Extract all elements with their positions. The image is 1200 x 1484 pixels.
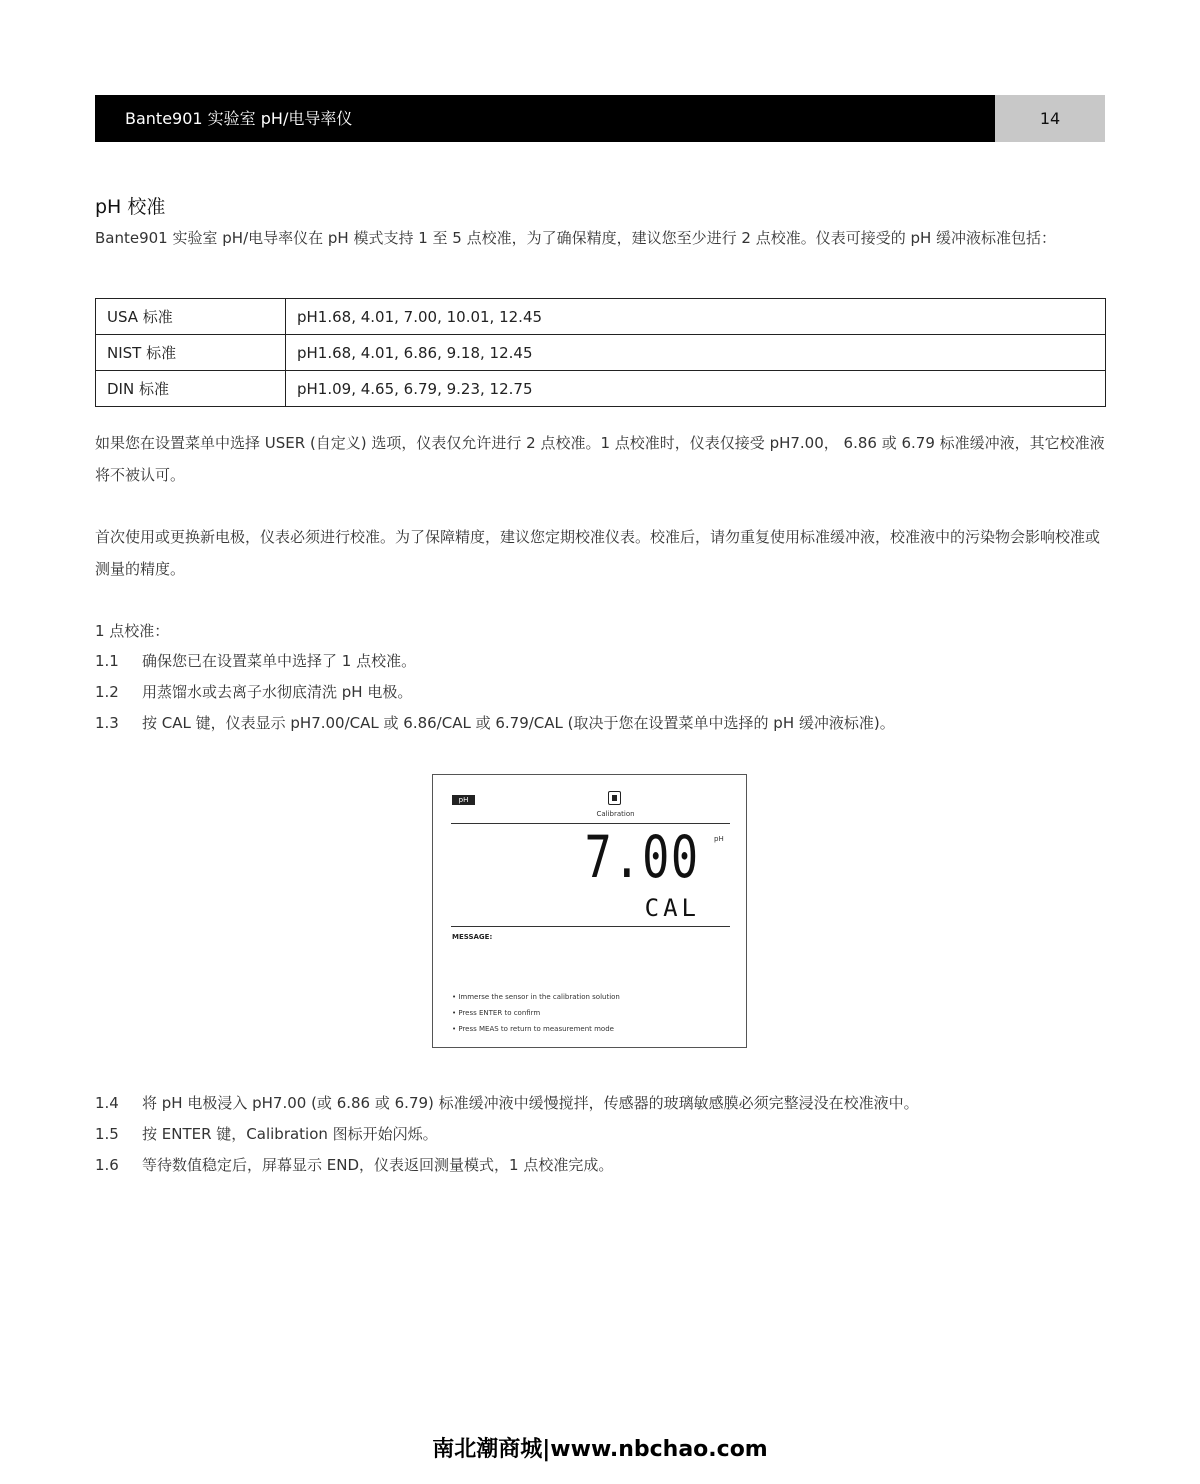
divider (451, 926, 730, 927)
reading-unit: pH (714, 835, 724, 843)
page-header (95, 95, 1105, 142)
calibration-label: Calibration (596, 810, 635, 818)
message-line: • Immerse the sensor in the calibration solution (452, 993, 620, 1001)
standard-name: NIST 标准 (96, 335, 286, 371)
step-number: 1.3 (95, 714, 119, 732)
message-line: • Press ENTER to confirm (452, 1009, 541, 1017)
message-line: • Press MEAS to return to measurement mode (452, 1025, 614, 1033)
list-item (95, 1119, 438, 1150)
step-text: 确保您已在设置菜单中选择了 1 点校准。 (142, 652, 417, 670)
header-title: Bante901 实验室 pH/电导率仪 (95, 95, 995, 142)
table-row (96, 371, 1106, 407)
step-number: 1.5 (95, 1125, 119, 1143)
table-row (96, 335, 1106, 371)
calibration-icon (608, 791, 621, 805)
ph-reading: 7.00 (584, 823, 700, 891)
footer-watermark: 南北潮商城|www.nbchao.com (432, 1437, 768, 1462)
list-item (95, 646, 416, 677)
list-item (95, 708, 895, 739)
meter-display-figure (432, 774, 747, 1048)
one-point-heading: 1 点校准： (95, 622, 170, 640)
step-number: 1.2 (95, 683, 119, 701)
step-number: 1.6 (95, 1156, 119, 1174)
standard-values: pH1.68, 4.01, 7.00, 10.01, 12.45 (286, 299, 1106, 335)
standard-name: DIN 标准 (96, 371, 286, 407)
user-note-paragraph: 如果您在设置菜单中选择 USER (自定义) 选项，仪表仅允许进行 2 点校准。1 点校准时，仪表仅接受 pH7.00， 6.86 或 6.79 标准缓冲液，其它校准液将不被认可。 (95, 434, 1105, 484)
standard-values: pH1.68, 4.01, 6.86, 9.18, 12.45 (286, 335, 1106, 371)
step-text: 将 pH 电极浸入 pH7.00 (或 6.86 或 6.79) 标准缓冲液中缓慢搅拌，传感器的玻璃敏感膜必须完整浸没在校准液中。 (142, 1094, 919, 1112)
step-number: 1.1 (95, 652, 119, 670)
step-text: 等待数值稳定后，屏幕显示 END，仪表返回测量模式，1 点校准完成。 (142, 1156, 614, 1174)
list-item (95, 1088, 919, 1119)
message-title: MESSAGE: (452, 933, 493, 941)
intro-paragraph: Bante901 实验室 pH/电导率仪在 pH 模式支持 1 至 5 点校准，为了确保精度，建议您至少进行 2 点校准。仪表可接受的 pH 缓冲液标准包括： (95, 229, 1057, 247)
mode-badge: pH (452, 795, 475, 805)
step-text: 用蒸馏水或去离子水彻底清洗 pH 电极。 (142, 683, 413, 701)
step-text: 按 ENTER 键，Calibration 图标开始闪烁。 (142, 1125, 438, 1143)
standard-values: pH1.09, 4.65, 6.79, 9.23, 12.75 (286, 371, 1106, 407)
step-text: 按 CAL 键，仪表显示 pH7.00/CAL 或 6.86/CAL 或 6.79/CAL (取决于您在设置菜单中选择的 pH 缓冲液标准)。 (142, 714, 895, 732)
status-text: CAL (644, 894, 700, 922)
table-row (96, 299, 1106, 335)
section-title: pH 校准 (95, 196, 166, 218)
buffer-standards-table (95, 298, 1106, 407)
standard-name: USA 标准 (96, 299, 286, 335)
list-item (95, 677, 412, 708)
list-item (95, 1150, 613, 1181)
page-number: 14 (995, 95, 1105, 142)
step-number: 1.4 (95, 1094, 119, 1112)
first-use-paragraph: 首次使用或更换新电极，仪表必须进行校准。为了保障精度，建议您定期校准仪表。校准后，请勿重复使用标准缓冲液，校准液中的污染物会影响校准或测量的精度。 (95, 528, 1101, 578)
